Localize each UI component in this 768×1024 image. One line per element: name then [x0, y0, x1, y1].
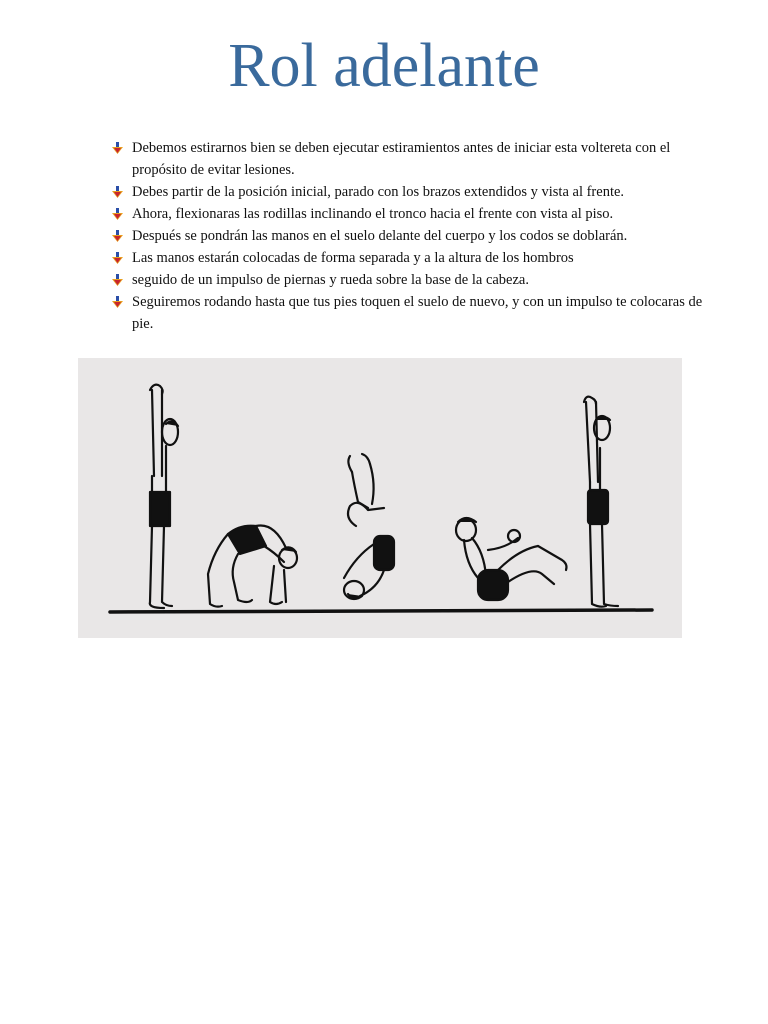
arrow-bullet-icon	[112, 296, 123, 308]
figure-roll-neck	[344, 454, 394, 599]
step-text: Seguiremos rodando hasta que tus pies toquen el suelo de nuevo, y con un impulso te colocaras de pie.	[132, 294, 703, 332]
steps-list	[108, 137, 708, 335]
figure-standing-start	[150, 385, 178, 608]
step-text: Después se pondrán las manos en el suelo delante del cuerpo y los codos se doblarán.	[132, 228, 628, 244]
arrow-bullet-icon	[112, 252, 123, 264]
forward-roll-illustration	[78, 358, 682, 638]
list-item	[108, 203, 708, 225]
list-item	[108, 247, 708, 269]
step-text: seguido de un impulso de piernas y rueda sobre la base de la cabeza.	[132, 272, 529, 288]
arrow-bullet-icon	[112, 208, 123, 220]
step-text: Las manos estarán colocadas de forma separada y a la altura de los hombros	[132, 250, 574, 266]
step-text: Ahora, flexionaras las rodillas inclinando el tronco hacia el frente con vista al piso.	[132, 206, 614, 222]
arrow-bullet-icon	[112, 186, 123, 198]
list-item	[108, 181, 708, 203]
list-item	[108, 137, 708, 181]
arrow-bullet-icon	[112, 274, 123, 286]
list-item	[108, 225, 708, 247]
step-text: Debemos estirarnos bien se deben ejecutar estiramientos antes de iniciar esta voltereta con el propósito de evitar lesiones.	[132, 140, 671, 178]
figure-roll-up	[456, 518, 567, 600]
figure-standing-end	[584, 397, 618, 607]
arrow-bullet-icon	[112, 230, 123, 242]
ground-line	[110, 610, 652, 612]
figure-crouch	[208, 525, 297, 606]
list-item	[108, 291, 708, 335]
step-text: Debes partir de la posición inicial, parado con los brazos extendidos y vista al frente.	[132, 184, 625, 200]
list-item	[108, 269, 708, 291]
page-title: Rol adelante	[228, 32, 540, 100]
arrow-bullet-icon	[112, 142, 123, 154]
